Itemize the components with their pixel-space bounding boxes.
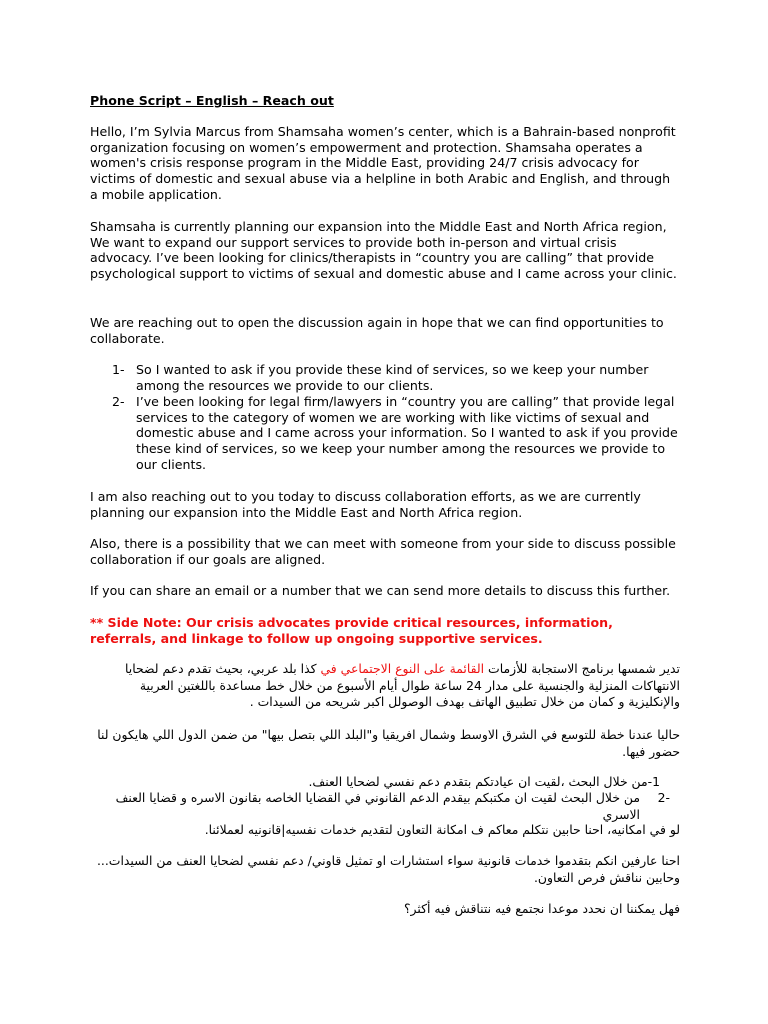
arabic-meeting-question: فهل يمكننا ان نحدد موعدا نجتمع فيه نتناقش فيه أكثر؟ — [403, 901, 680, 916]
arabic-text: كذا بلد عربي، بحيث تقدم دعم لضحايا الانتهاكات المنزلية والجنسية على مدار 24 ساعة طوال أيام الأسبوع من خلال خط مساعدة باللغتين العربية والإنكليزية و كمان من خلال تطبيق الهاتف بهدف الوصولل اكبر شريحه من السيدات . — [125, 661, 680, 709]
collaboration-paragraph: I am also reaching out to you today to discuss collaboration efforts, as we are currently planning our expansion into the Middle East and North Africa region. — [90, 489, 641, 520]
arabic-list-number: -2 — [657, 790, 670, 805]
arabic-highlighted-text: القائمة على النوع الاجتماعي في — [320, 661, 485, 676]
arabic-services-paragraph: احنا عارفين انكم بتقدموا خدمات قانونية سواء استشارات او تمثيل قاوني/ دعم نفسي لضحايا العنف من السيدات... وحابين نناقش فرص التعاون. — [96, 853, 680, 885]
side-note: ** Side Note: Our crisis advocates provide critical resources, information, referrals, and linkage to follow up ongoing supportive services. — [90, 615, 613, 646]
list-item — [112, 362, 680, 393]
expansion-paragraph: Shamsaha is currently planning our expansion into the Middle East and North Africa region, We want to expand our support services to provide both in-person and virtual crisis advocacy. I’ve been looking for clinics/therapists in “country you are calling” that provide psychological support to victims of sexual and domestic abuse and I came across your clinic. — [90, 219, 677, 282]
arabic-intro-paragraph — [90, 661, 680, 711]
arabic-expansion-paragraph: حاليا عندنا خطة للتوسع في الشرق الاوسط وشمال افريقيا و"البلد اللي بتصل بيها" من ضمن الدول اللي هايكون لنا حضور فيها. — [97, 727, 680, 759]
meeting-paragraph: Also, there is a possibility that we can meet with someone from your side to discuss possible collaboration if our goals are aligned. — [90, 536, 676, 567]
arabic-list-text: من خلال البحث لقيت ان مكتبكم بيقدم الدعم القانوني في القضايا الخاصه بقانون الاسره و قضايا العنف الاسري — [115, 790, 640, 822]
list-item-text: I’ve been looking for legal firm/lawyers in “country you are calling” that provide legal services to the category of women we are working with like victims of sexual and domestic abuse and I came across your information. So I wanted to ask if you provide these kind of services, so we keep your number among the resources we provide to our clients. — [136, 394, 678, 472]
arabic-list-item — [90, 790, 680, 823]
list-item-number: 2- — [112, 394, 125, 409]
reaching-out-paragraph: We are reaching out to open the discussion again in hope that we can find opportunities to collaborate. — [90, 315, 664, 346]
share-contact-paragraph: If you can share an email or a number that we can send more details to discuss this further. — [90, 583, 671, 598]
arabic-list-item: 1-من خلال البحث ،لقيت ان عيادتكم بتقدم دعم نفسي لضحايا العنف. — [308, 774, 660, 789]
list-item — [112, 394, 680, 473]
arabic-text: تدير شمسها برنامج الاستجابة للأزمات — [484, 661, 680, 676]
list-item-text: So I wanted to ask if you provide these kind of services, so we keep your number among the resources we provide to our clients. — [136, 362, 649, 393]
arabic-cooperation-paragraph: لو في امكانيه، احنا حابين نتكلم معاكم ف امكانة التعاون لتقديم خدمات نفسيه|قانونيه لعملائنا. — [204, 822, 680, 837]
document-title: Phone Script – English – Reach out — [90, 93, 334, 108]
list-item-number: 1- — [112, 362, 125, 377]
intro-paragraph: Hello, I’m Sylvia Marcus from Shamsaha women’s center, which is a Bahrain-based nonprofit organization focusing on women’s empowerment and protection. Shamsaha operates a women's crisis response program in the Middle East, providing 24/7 crisis advocacy for victims of domestic and sexual abuse via a helpline in both Arabic and English, and through a mobile application. — [90, 124, 676, 202]
